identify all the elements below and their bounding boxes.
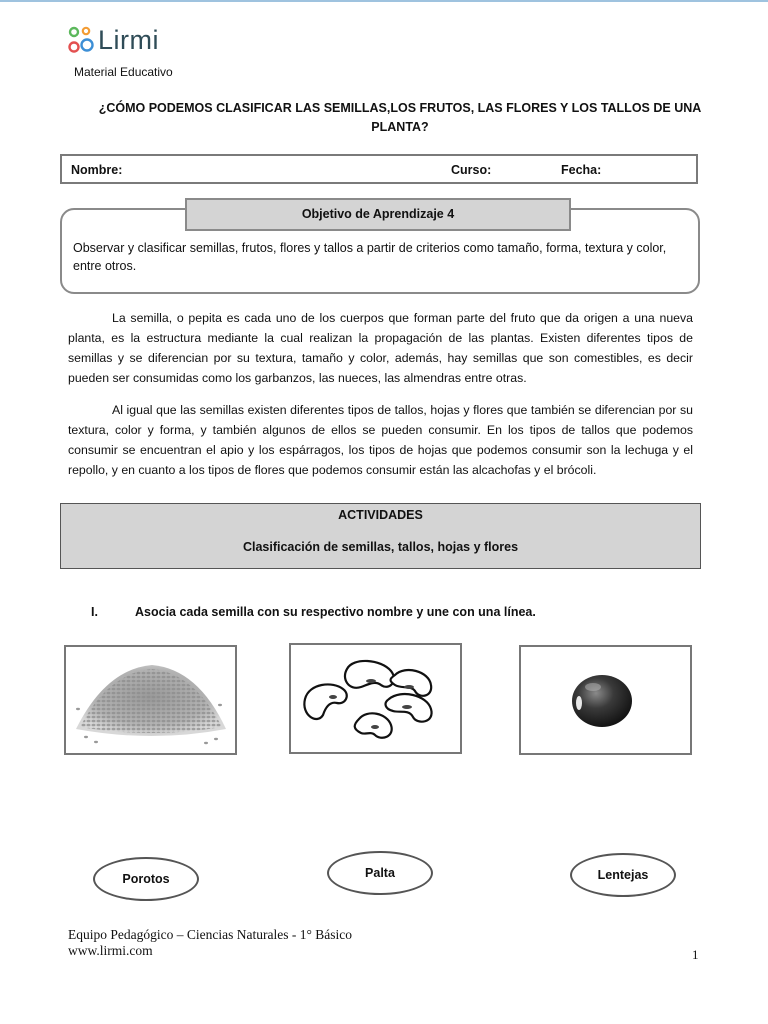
activities-heading: ACTIVIDADES xyxy=(338,508,423,522)
footer-website[interactable]: www.lirmi.com xyxy=(68,943,153,958)
lentils-image xyxy=(64,645,237,755)
brand-subtitle: Material Educativo xyxy=(74,65,173,79)
course-label: Curso: xyxy=(451,163,492,177)
lirmi-logo xyxy=(68,24,208,60)
beans-image xyxy=(289,643,462,754)
date-label: Fecha: xyxy=(561,163,602,177)
beans-icon xyxy=(291,645,460,752)
logo-circles-icon xyxy=(68,26,96,56)
avocado-seed-image xyxy=(519,645,692,755)
avocado-seed-icon xyxy=(521,647,690,753)
activities-box xyxy=(60,503,701,569)
top-border-line xyxy=(0,0,768,2)
objective-text: Observar y clasificar semillas, frutos, flores y tallos a partir de criterios como tamaño, forma, textura y color, entre otros. xyxy=(73,241,667,273)
name-label: Nombre: xyxy=(71,163,123,177)
activities-subheading: Clasificación de semillas, tallos, hojas y flores xyxy=(242,540,519,554)
option-palta[interactable]: Palta xyxy=(327,851,433,895)
exercise-number: I. xyxy=(91,605,98,619)
footer xyxy=(68,927,352,959)
exercise-instruction xyxy=(91,605,536,619)
exercise-text: Asocia cada semilla con su respectivo nombre y une con una línea. xyxy=(135,605,536,619)
objective-heading: Objetivo de Aprendizaje 4 xyxy=(185,198,571,231)
worksheet-title: ¿CÓMO PODEMOS CLASIFICAR LAS SEMILLAS,LOS FRUTOS, LAS FLORES Y LOS TALLOS DE UNA PLANTA? xyxy=(98,101,702,134)
student-info-box xyxy=(60,154,698,184)
paragraph-seeds: La semilla, o pepita es cada uno de los cuerpos que forman parte del fruto que da origen a una nueva planta, es la estructura mediante la cual realizan la propagación de las plantas. Existen diferentes tipos de semillas y se diferencian por su textura, tamaño y color, además, hay semillas que son comestibles, es decir pueden ser consumidas como los garbanzos, las nueces, las almendras entre otras. xyxy=(68,311,693,385)
paragraph-stems: Al igual que las semillas existen diferentes tipos de tallos, hojas y flores que también se diferencian por su textura, color y forma, y también algunos de ellos se pueden consumir. En los tipos de tallos que podemos consumir se encuentran el apio y los espárragos, los tipos de hojas que podemos consumir son la lechuga y el repollo, y en cuanto a los tipos de flores que podemos consumir están las alcachofas y el brócoli. xyxy=(68,403,693,477)
option-lentejas[interactable]: Lentejas xyxy=(570,853,676,897)
logo-text: Lirmi xyxy=(98,25,159,55)
option-porotos[interactable]: Porotos xyxy=(93,857,199,901)
footer-team: Equipo Pedagógico – Ciencias Naturales - 1° Básico xyxy=(68,927,352,942)
lentils-pile-icon xyxy=(66,647,235,753)
page-number: 1 xyxy=(692,947,699,962)
